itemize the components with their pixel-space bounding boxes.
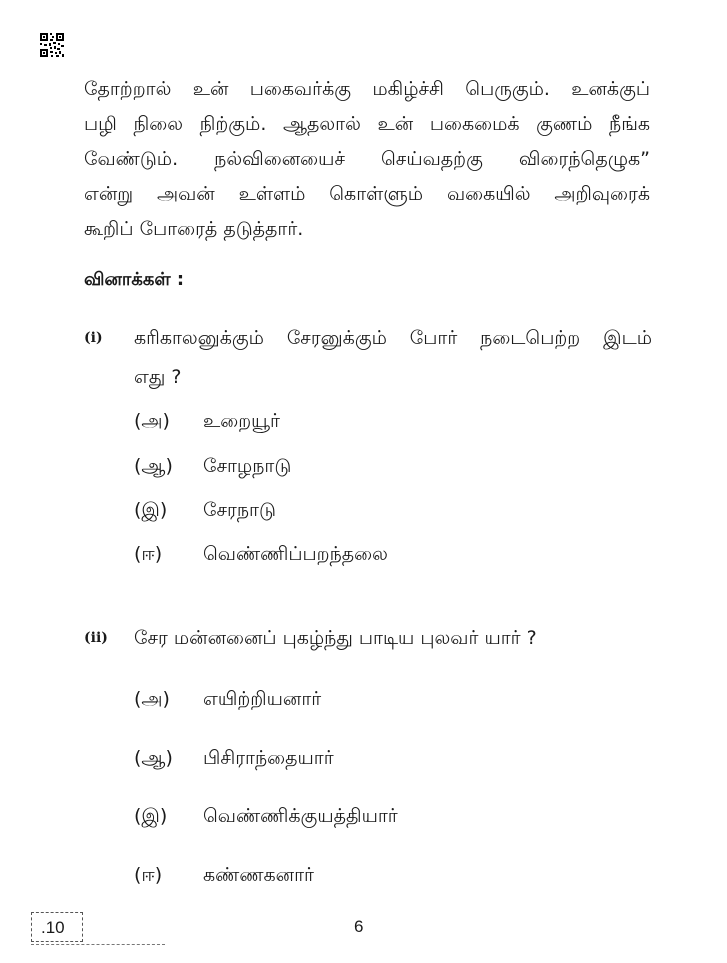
question-text-line: எது ? [134, 366, 182, 388]
option-label: (ஈ) [134, 543, 163, 565]
questions-heading: வினாக்கள் : [84, 269, 185, 290]
passage-line: பழி நிலை நிற்கும். ஆதலால் உன் பகைமைக் குணம் நீங்க [84, 113, 650, 135]
qr-code-icon [40, 33, 64, 57]
option-label: (ஈ) [134, 864, 163, 886]
passage-line: தோற்றால் உன் பகைவர்க்கு மகிழ்ச்சி பெருகும். உனக்குப் [84, 78, 650, 100]
question-text-line: கரிகாலனுக்கும் சேரனுக்கும் போர் நடைபெற்ற இடம் [134, 327, 652, 349]
paper-code-box: .10 [31, 912, 83, 942]
passage-text [84, 72, 650, 247]
option-text: சோழநாடு [203, 455, 292, 477]
option-text: வெண்ணிக்குயத்தியார் [203, 805, 398, 827]
question-text-line: சேர மன்னனைப் புகழ்ந்து பாடிய புலவர் யார் ? [134, 627, 537, 649]
option-text: எயிற்றியனார் [203, 688, 322, 710]
question-number: (ii) [84, 630, 108, 646]
passage-line: கூறிப் போரைத் தடுத்தார். [84, 218, 304, 240]
option-text: கண்ணகனார் [203, 864, 314, 886]
footer-dashed-line [31, 944, 165, 945]
passage-line: என்று அவன் உள்ளம் கொள்ளும் வகையில் அறிவுரைக் [84, 183, 650, 205]
option-label: (ஆ) [134, 747, 173, 769]
option-text: வெண்ணிப்பறந்தலை [203, 543, 388, 565]
option-label: (ஆ) [134, 455, 173, 477]
option-text: பிசிராந்தையார் [203, 747, 334, 769]
option-text: சேரநாடு [203, 499, 276, 521]
option-label: (இ) [134, 805, 168, 827]
option-label: (இ) [134, 499, 168, 521]
option-label: (அ) [134, 688, 170, 710]
passage-line: வேண்டும். நல்வினையைச் செய்வதற்கு விரைந்தெழுக” [84, 148, 650, 170]
question-number: (i) [84, 330, 103, 346]
option-label: (அ) [134, 410, 170, 432]
option-text: உறையூர் [203, 410, 280, 432]
page-number: 6 [354, 917, 364, 936]
